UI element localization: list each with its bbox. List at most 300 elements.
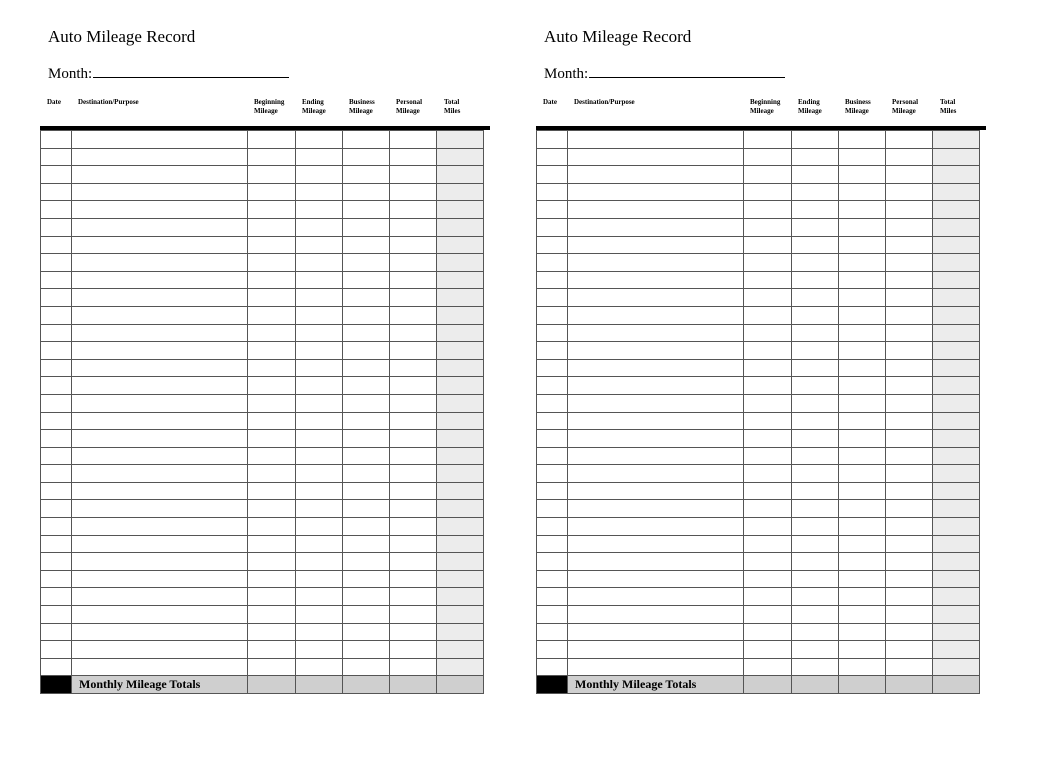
personal-mileage-cell[interactable] [886,430,933,448]
business-mileage-cell[interactable] [343,271,390,289]
personal-mileage-cell[interactable] [390,254,437,272]
beginning-mileage-cell[interactable] [744,342,792,360]
business-mileage-cell[interactable] [839,641,886,659]
date-cell[interactable] [41,447,72,465]
date-cell[interactable] [537,166,568,184]
date-cell[interactable] [537,570,568,588]
total-miles-cell[interactable] [933,218,980,236]
ending-mileage-cell[interactable] [792,412,839,430]
date-cell[interactable] [41,254,72,272]
destination-cell[interactable] [72,588,248,606]
business-mileage-cell[interactable] [839,254,886,272]
business-mileage-cell[interactable] [839,412,886,430]
date-cell[interactable] [41,271,72,289]
beginning-mileage-cell[interactable] [248,430,296,448]
total-miles-cell[interactable] [933,254,980,272]
total-miles-cell[interactable] [933,201,980,219]
destination-cell[interactable] [72,201,248,219]
destination-cell[interactable] [72,447,248,465]
personal-mileage-cell[interactable] [886,553,933,571]
destination-cell[interactable] [568,201,744,219]
total-miles-cell[interactable] [933,500,980,518]
beginning-mileage-cell[interactable] [744,359,792,377]
personal-mileage-cell[interactable] [886,482,933,500]
ending-mileage-cell[interactable] [792,166,839,184]
beginning-mileage-cell[interactable] [248,535,296,553]
date-cell[interactable] [537,535,568,553]
date-cell[interactable] [537,500,568,518]
destination-cell[interactable] [568,271,744,289]
beginning-mileage-cell[interactable] [248,377,296,395]
date-cell[interactable] [41,148,72,166]
beginning-mileage-cell[interactable] [744,254,792,272]
business-total-cell[interactable] [343,676,390,694]
ending-mileage-cell[interactable] [792,535,839,553]
ending-mileage-cell[interactable] [792,641,839,659]
total-miles-cell[interactable] [437,553,484,571]
destination-cell[interactable] [72,394,248,412]
ending-mileage-cell[interactable] [296,500,343,518]
ending-mileage-cell[interactable] [296,166,343,184]
beginning-mileage-cell[interactable] [248,271,296,289]
business-mileage-cell[interactable] [343,412,390,430]
total-miles-cell[interactable] [933,518,980,536]
ending-mileage-cell[interactable] [792,570,839,588]
business-mileage-cell[interactable] [343,236,390,254]
business-mileage-cell[interactable] [343,518,390,536]
business-mileage-cell[interactable] [839,342,886,360]
date-cell[interactable] [41,218,72,236]
ending-mileage-cell[interactable] [296,218,343,236]
ending-mileage-cell[interactable] [296,342,343,360]
beginning-mileage-cell[interactable] [744,553,792,571]
total-miles-cell[interactable] [933,412,980,430]
total-miles-cell[interactable] [933,306,980,324]
personal-mileage-cell[interactable] [886,518,933,536]
destination-cell[interactable] [568,218,744,236]
business-mileage-cell[interactable] [343,166,390,184]
date-cell[interactable] [41,324,72,342]
personal-mileage-cell[interactable] [390,218,437,236]
date-cell[interactable] [41,131,72,149]
beginning-mileage-cell[interactable] [248,500,296,518]
total-miles-cell[interactable] [437,306,484,324]
business-mileage-cell[interactable] [839,623,886,641]
personal-mileage-cell[interactable] [886,166,933,184]
business-mileage-cell[interactable] [839,148,886,166]
total-miles-cell[interactable] [933,183,980,201]
personal-mileage-cell[interactable] [390,394,437,412]
business-mileage-cell[interactable] [343,289,390,307]
date-cell[interactable] [537,254,568,272]
business-mileage-cell[interactable] [839,588,886,606]
date-cell[interactable] [41,641,72,659]
miles-total-cell[interactable] [437,676,484,694]
beginning-mileage-cell[interactable] [248,482,296,500]
personal-mileage-cell[interactable] [886,342,933,360]
personal-mileage-cell[interactable] [390,447,437,465]
personal-mileage-cell[interactable] [886,218,933,236]
business-mileage-cell[interactable] [839,518,886,536]
date-cell[interactable] [41,394,72,412]
total-miles-cell[interactable] [933,447,980,465]
date-cell[interactable] [41,289,72,307]
beginning-mileage-cell[interactable] [248,324,296,342]
total-miles-cell[interactable] [933,359,980,377]
destination-cell[interactable] [72,183,248,201]
date-cell[interactable] [41,377,72,395]
total-miles-cell[interactable] [437,447,484,465]
date-cell[interactable] [41,588,72,606]
ending-mileage-cell[interactable] [296,289,343,307]
ending-mileage-cell[interactable] [296,518,343,536]
total-miles-cell[interactable] [437,606,484,624]
ending-mileage-cell[interactable] [792,482,839,500]
total-miles-cell[interactable] [933,342,980,360]
beginning-mileage-cell[interactable] [248,183,296,201]
business-total-cell[interactable] [839,676,886,694]
date-cell[interactable] [537,183,568,201]
destination-cell[interactable] [568,306,744,324]
business-mileage-cell[interactable] [343,535,390,553]
destination-cell[interactable] [568,606,744,624]
beginning-mileage-cell[interactable] [248,131,296,149]
personal-mileage-cell[interactable] [390,148,437,166]
beginning-mileage-cell[interactable] [248,623,296,641]
beginning-mileage-cell[interactable] [248,166,296,184]
ending-mileage-cell[interactable] [296,658,343,676]
business-mileage-cell[interactable] [839,183,886,201]
date-cell[interactable] [537,553,568,571]
beginning-total-cell[interactable] [744,676,792,694]
personal-mileage-cell[interactable] [886,447,933,465]
destination-cell[interactable] [568,289,744,307]
total-miles-cell[interactable] [437,359,484,377]
beginning-mileage-cell[interactable] [248,306,296,324]
ending-mileage-cell[interactable] [792,447,839,465]
beginning-mileage-cell[interactable] [744,482,792,500]
month-blank-line[interactable] [589,63,785,78]
personal-mileage-cell[interactable] [886,641,933,659]
destination-cell[interactable] [72,518,248,536]
total-miles-cell[interactable] [437,218,484,236]
business-mileage-cell[interactable] [343,500,390,518]
ending-mileage-cell[interactable] [296,641,343,659]
destination-cell[interactable] [568,465,744,483]
beginning-mileage-cell[interactable] [744,465,792,483]
total-miles-cell[interactable] [933,623,980,641]
ending-mileage-cell[interactable] [792,131,839,149]
business-mileage-cell[interactable] [343,553,390,571]
ending-mileage-cell[interactable] [792,148,839,166]
beginning-mileage-cell[interactable] [744,131,792,149]
personal-mileage-cell[interactable] [886,271,933,289]
ending-mileage-cell[interactable] [296,570,343,588]
ending-mileage-cell[interactable] [296,254,343,272]
date-cell[interactable] [537,518,568,536]
destination-cell[interactable] [72,131,248,149]
date-cell[interactable] [41,342,72,360]
personal-mileage-cell[interactable] [886,623,933,641]
personal-mileage-cell[interactable] [390,588,437,606]
business-mileage-cell[interactable] [839,394,886,412]
destination-cell[interactable] [568,553,744,571]
total-miles-cell[interactable] [933,430,980,448]
total-miles-cell[interactable] [933,324,980,342]
personal-mileage-cell[interactable] [886,412,933,430]
total-miles-cell[interactable] [933,465,980,483]
ending-mileage-cell[interactable] [296,394,343,412]
business-mileage-cell[interactable] [343,201,390,219]
total-miles-cell[interactable] [437,342,484,360]
destination-cell[interactable] [72,623,248,641]
personal-mileage-cell[interactable] [390,359,437,377]
ending-mileage-cell[interactable] [792,518,839,536]
business-mileage-cell[interactable] [343,641,390,659]
business-mileage-cell[interactable] [839,166,886,184]
beginning-mileage-cell[interactable] [744,518,792,536]
personal-mileage-cell[interactable] [390,641,437,659]
business-mileage-cell[interactable] [343,623,390,641]
total-miles-cell[interactable] [437,641,484,659]
ending-mileage-cell[interactable] [792,658,839,676]
beginning-mileage-cell[interactable] [744,201,792,219]
business-mileage-cell[interactable] [343,430,390,448]
date-cell[interactable] [41,183,72,201]
date-cell[interactable] [41,518,72,536]
ending-mileage-cell[interactable] [792,394,839,412]
ending-mileage-cell[interactable] [792,289,839,307]
date-cell[interactable] [537,377,568,395]
date-cell[interactable] [537,289,568,307]
total-miles-cell[interactable] [933,148,980,166]
total-miles-cell[interactable] [933,606,980,624]
business-mileage-cell[interactable] [839,359,886,377]
personal-mileage-cell[interactable] [886,606,933,624]
business-mileage-cell[interactable] [343,131,390,149]
ending-mileage-cell[interactable] [792,430,839,448]
ending-mileage-cell[interactable] [296,535,343,553]
destination-cell[interactable] [568,430,744,448]
ending-mileage-cell[interactable] [296,588,343,606]
date-cell[interactable] [537,342,568,360]
date-cell[interactable] [537,606,568,624]
ending-mileage-cell[interactable] [296,623,343,641]
beginning-mileage-cell[interactable] [744,447,792,465]
personal-mileage-cell[interactable] [390,535,437,553]
personal-mileage-cell[interactable] [390,306,437,324]
destination-cell[interactable] [72,553,248,571]
beginning-mileage-cell[interactable] [744,641,792,659]
beginning-mileage-cell[interactable] [744,606,792,624]
destination-cell[interactable] [72,606,248,624]
destination-cell[interactable] [568,518,744,536]
personal-mileage-cell[interactable] [886,394,933,412]
personal-mileage-cell[interactable] [886,377,933,395]
date-cell[interactable] [41,482,72,500]
personal-total-cell[interactable] [886,676,933,694]
date-cell[interactable] [537,623,568,641]
beginning-mileage-cell[interactable] [248,518,296,536]
destination-cell[interactable] [568,500,744,518]
personal-mileage-cell[interactable] [390,131,437,149]
date-cell[interactable] [41,359,72,377]
beginning-mileage-cell[interactable] [744,430,792,448]
beginning-mileage-cell[interactable] [744,236,792,254]
ending-mileage-cell[interactable] [296,447,343,465]
destination-cell[interactable] [72,342,248,360]
destination-cell[interactable] [72,641,248,659]
destination-cell[interactable] [568,447,744,465]
destination-cell[interactable] [568,623,744,641]
ending-mileage-cell[interactable] [792,588,839,606]
business-mileage-cell[interactable] [343,588,390,606]
month-field[interactable] [544,63,785,83]
ending-total-cell[interactable] [792,676,839,694]
beginning-mileage-cell[interactable] [744,218,792,236]
personal-mileage-cell[interactable] [390,166,437,184]
total-miles-cell[interactable] [437,148,484,166]
personal-mileage-cell[interactable] [390,342,437,360]
date-cell[interactable] [41,201,72,219]
beginning-mileage-cell[interactable] [744,324,792,342]
personal-mileage-cell[interactable] [886,148,933,166]
total-miles-cell[interactable] [933,377,980,395]
beginning-mileage-cell[interactable] [744,535,792,553]
ending-mileage-cell[interactable] [296,359,343,377]
total-miles-cell[interactable] [437,465,484,483]
date-cell[interactable] [41,658,72,676]
personal-mileage-cell[interactable] [390,658,437,676]
beginning-mileage-cell[interactable] [248,570,296,588]
personal-mileage-cell[interactable] [886,535,933,553]
beginning-mileage-cell[interactable] [248,606,296,624]
personal-mileage-cell[interactable] [390,553,437,571]
beginning-mileage-cell[interactable] [248,553,296,571]
personal-mileage-cell[interactable] [390,482,437,500]
personal-mileage-cell[interactable] [390,289,437,307]
business-mileage-cell[interactable] [839,306,886,324]
total-miles-cell[interactable] [437,377,484,395]
ending-mileage-cell[interactable] [792,500,839,518]
personal-mileage-cell[interactable] [886,201,933,219]
beginning-mileage-cell[interactable] [248,394,296,412]
business-mileage-cell[interactable] [839,553,886,571]
date-cell[interactable] [537,236,568,254]
destination-cell[interactable] [72,306,248,324]
total-miles-cell[interactable] [933,166,980,184]
date-cell[interactable] [41,535,72,553]
beginning-mileage-cell[interactable] [248,148,296,166]
ending-mileage-cell[interactable] [296,553,343,571]
total-miles-cell[interactable] [933,535,980,553]
business-mileage-cell[interactable] [839,658,886,676]
destination-cell[interactable] [72,412,248,430]
ending-mileage-cell[interactable] [296,606,343,624]
destination-cell[interactable] [568,588,744,606]
date-cell[interactable] [537,412,568,430]
ending-mileage-cell[interactable] [792,342,839,360]
destination-cell[interactable] [568,658,744,676]
personal-mileage-cell[interactable] [390,606,437,624]
date-cell[interactable] [537,641,568,659]
ending-mileage-cell[interactable] [792,271,839,289]
personal-mileage-cell[interactable] [886,588,933,606]
business-mileage-cell[interactable] [839,500,886,518]
beginning-mileage-cell[interactable] [744,570,792,588]
total-miles-cell[interactable] [933,570,980,588]
date-cell[interactable] [537,359,568,377]
beginning-mileage-cell[interactable] [248,641,296,659]
business-mileage-cell[interactable] [839,465,886,483]
personal-mileage-cell[interactable] [390,271,437,289]
personal-mileage-cell[interactable] [390,570,437,588]
ending-mileage-cell[interactable] [792,306,839,324]
business-mileage-cell[interactable] [343,377,390,395]
business-mileage-cell[interactable] [839,570,886,588]
ending-mileage-cell[interactable] [792,324,839,342]
destination-cell[interactable] [568,148,744,166]
ending-mileage-cell[interactable] [296,412,343,430]
date-cell[interactable] [41,553,72,571]
total-miles-cell[interactable] [437,412,484,430]
destination-cell[interactable] [72,359,248,377]
business-mileage-cell[interactable] [839,606,886,624]
beginning-mileage-cell[interactable] [248,236,296,254]
beginning-mileage-cell[interactable] [248,201,296,219]
date-cell[interactable] [537,447,568,465]
destination-cell[interactable] [72,289,248,307]
total-miles-cell[interactable] [437,183,484,201]
beginning-total-cell[interactable] [248,676,296,694]
beginning-mileage-cell[interactable] [248,254,296,272]
business-mileage-cell[interactable] [839,289,886,307]
ending-mileage-cell[interactable] [792,183,839,201]
ending-mileage-cell[interactable] [296,271,343,289]
personal-total-cell[interactable] [390,676,437,694]
personal-mileage-cell[interactable] [886,289,933,307]
destination-cell[interactable] [72,377,248,395]
personal-mileage-cell[interactable] [886,465,933,483]
date-cell[interactable] [41,166,72,184]
date-cell[interactable] [41,306,72,324]
date-cell[interactable] [41,236,72,254]
destination-cell[interactable] [72,500,248,518]
destination-cell[interactable] [72,254,248,272]
total-miles-cell[interactable] [437,201,484,219]
destination-cell[interactable] [72,482,248,500]
total-miles-cell[interactable] [437,254,484,272]
total-miles-cell[interactable] [933,271,980,289]
total-miles-cell[interactable] [933,588,980,606]
business-mileage-cell[interactable] [839,131,886,149]
total-miles-cell[interactable] [437,482,484,500]
total-miles-cell[interactable] [437,570,484,588]
destination-cell[interactable] [72,166,248,184]
date-cell[interactable] [537,131,568,149]
beginning-mileage-cell[interactable] [744,500,792,518]
total-miles-cell[interactable] [933,553,980,571]
destination-cell[interactable] [568,482,744,500]
destination-cell[interactable] [72,430,248,448]
personal-mileage-cell[interactable] [390,236,437,254]
ending-mileage-cell[interactable] [296,482,343,500]
total-miles-cell[interactable] [437,324,484,342]
destination-cell[interactable] [72,570,248,588]
total-miles-cell[interactable] [933,658,980,676]
ending-mileage-cell[interactable] [792,465,839,483]
business-mileage-cell[interactable] [343,218,390,236]
